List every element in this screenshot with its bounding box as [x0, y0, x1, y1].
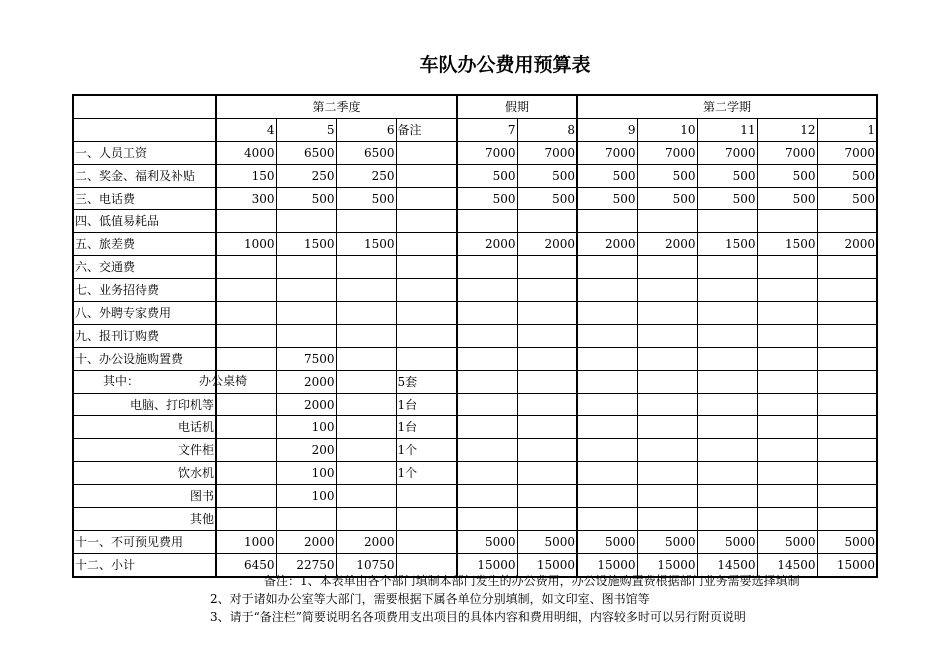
value-cell [637, 347, 697, 370]
row-label: 十、办公设施购置费 [73, 347, 216, 370]
value-cell: 5000 [517, 530, 577, 553]
value-cell [336, 393, 396, 416]
value-cell [457, 370, 517, 393]
row-label: 三、电话费 [73, 187, 216, 210]
row-label: 四、低值易耗品 [73, 210, 216, 233]
row-label: 图书 [73, 485, 216, 508]
row-label: 饮水机 [73, 462, 216, 485]
value-cell [517, 210, 577, 233]
value-cell [517, 508, 577, 531]
value-cell [457, 462, 517, 485]
value-cell [697, 416, 757, 439]
value-cell [637, 302, 697, 325]
value-cell [336, 256, 396, 279]
value-cell [336, 347, 396, 370]
value-cell: 7000 [817, 141, 877, 164]
row-label: 十一、不可预见费用 [73, 530, 216, 553]
table-row-sub [73, 462, 877, 485]
value-cell [697, 256, 757, 279]
value-cell [817, 210, 877, 233]
value-cell: 15000 [637, 553, 697, 576]
table-row [73, 347, 877, 370]
value-cell: 2000 [336, 530, 396, 553]
month-label-cell [73, 118, 216, 141]
value-cell: 500 [517, 187, 577, 210]
value-cell: 7000 [577, 141, 637, 164]
value-cell: 200 [276, 439, 336, 462]
value-cell: 500 [757, 164, 817, 187]
value-cell [637, 416, 697, 439]
value-cell: 500 [817, 164, 877, 187]
value-cell [757, 485, 817, 508]
value-cell [336, 210, 396, 233]
group-holiday: 假期 [457, 95, 577, 118]
value-cell [697, 485, 757, 508]
value-cell [817, 485, 877, 508]
value-cell [817, 256, 877, 279]
value-cell [336, 439, 396, 462]
value-cell [517, 462, 577, 485]
value-cell: 2000 [276, 370, 336, 393]
remark-cell [396, 302, 457, 325]
value-cell: 300 [216, 187, 276, 210]
value-cell: 100 [276, 485, 336, 508]
value-cell [216, 279, 276, 302]
value-cell: 5000 [457, 530, 517, 553]
value-cell: 6500 [276, 141, 336, 164]
value-cell: 1000 [216, 233, 276, 256]
value-cell: 15000 [517, 553, 577, 576]
remark-cell [396, 279, 457, 302]
value-cell [637, 439, 697, 462]
row-label: 九、报刊订购费 [73, 324, 216, 347]
value-cell [817, 347, 877, 370]
value-cell: 500 [276, 187, 336, 210]
value-cell [276, 210, 336, 233]
value-cell [276, 324, 336, 347]
remark-cell [396, 256, 457, 279]
value-cell [577, 210, 637, 233]
value-cell [457, 302, 517, 325]
table-row [73, 141, 877, 164]
value-cell [216, 439, 276, 462]
remark-cell: 1台 [396, 416, 457, 439]
sub-label: 办公桌椅 [199, 373, 248, 388]
table-row-sub [73, 393, 877, 416]
value-cell [577, 462, 637, 485]
month-8: 8 [517, 118, 577, 141]
table-row [73, 210, 877, 233]
value-cell [817, 416, 877, 439]
value-cell: 5000 [757, 530, 817, 553]
value-cell [637, 462, 697, 485]
remark-cell [396, 530, 457, 553]
value-cell [817, 508, 877, 531]
value-cell [757, 347, 817, 370]
table-row-sub [73, 485, 877, 508]
value-cell [637, 370, 697, 393]
table-row-sub [73, 370, 877, 393]
value-cell: 1500 [276, 233, 336, 256]
value-cell [517, 416, 577, 439]
value-cell [517, 302, 577, 325]
footnote-2: 2、对于诸如办公室等大部门，需要根据下属各单位分别填制，如文印室、图书馆等 [210, 592, 650, 606]
value-cell: 7000 [637, 141, 697, 164]
value-cell: 500 [637, 164, 697, 187]
row-label: 八、外聘专家费用 [73, 302, 216, 325]
value-cell [817, 370, 877, 393]
remark-cell: 1个 [396, 462, 457, 485]
budget-table [72, 94, 878, 578]
header-group-row [73, 95, 877, 118]
value-cell: 7000 [517, 141, 577, 164]
value-cell: 15000 [817, 553, 877, 576]
table-row [73, 187, 877, 210]
value-cell [757, 256, 817, 279]
value-cell [216, 324, 276, 347]
table-row [73, 324, 877, 347]
value-cell [637, 485, 697, 508]
value-cell [457, 279, 517, 302]
remark-cell: 1台 [396, 393, 457, 416]
value-cell [757, 279, 817, 302]
value-cell [336, 462, 396, 485]
value-cell: 150 [216, 164, 276, 187]
value-cell [276, 302, 336, 325]
value-cell [697, 508, 757, 531]
sub-prefix: 其中： [103, 373, 140, 388]
value-cell [817, 279, 877, 302]
value-cell [757, 462, 817, 485]
row-label: 文件柜 [73, 439, 216, 462]
remark-cell [396, 164, 457, 187]
month-6: 6 [336, 118, 396, 141]
value-cell [637, 508, 697, 531]
month-11: 11 [697, 118, 757, 141]
value-cell [817, 393, 877, 416]
value-cell [637, 393, 697, 416]
row-label: 其他 [73, 508, 216, 531]
table-row [73, 279, 877, 302]
value-cell [757, 210, 817, 233]
row-label: 一、人员工资 [73, 141, 216, 164]
value-cell: 1500 [697, 233, 757, 256]
remark-cell [396, 187, 457, 210]
value-cell: 22750 [276, 553, 336, 576]
table-row-sub [73, 416, 877, 439]
row-label: 五、旅差费 [73, 233, 216, 256]
value-cell [517, 370, 577, 393]
value-cell: 15000 [457, 553, 517, 576]
remark-cell [396, 210, 457, 233]
value-cell: 500 [457, 187, 517, 210]
header-month-row [73, 118, 877, 141]
value-cell: 6450 [216, 553, 276, 576]
value-cell: 7000 [697, 141, 757, 164]
value-cell: 100 [276, 462, 336, 485]
table-row [73, 530, 877, 553]
value-cell [757, 302, 817, 325]
value-cell: 6500 [336, 141, 396, 164]
value-cell [517, 256, 577, 279]
corner-cell [73, 95, 216, 118]
value-cell [517, 393, 577, 416]
value-cell: 2000 [637, 233, 697, 256]
month-9: 9 [577, 118, 637, 141]
value-cell: 500 [336, 187, 396, 210]
value-cell [336, 302, 396, 325]
value-cell [577, 416, 637, 439]
value-cell [517, 485, 577, 508]
value-cell [216, 256, 276, 279]
value-cell: 500 [457, 164, 517, 187]
row-label: 电话机 [73, 416, 216, 439]
month-1: 1 [817, 118, 877, 141]
value-cell [457, 416, 517, 439]
value-cell: 4000 [216, 141, 276, 164]
value-cell [216, 416, 276, 439]
value-cell: 500 [637, 187, 697, 210]
value-cell [637, 210, 697, 233]
value-cell [757, 393, 817, 416]
table-row [73, 164, 877, 187]
value-cell [517, 439, 577, 462]
value-cell [697, 439, 757, 462]
row-label: 六、交通费 [73, 256, 216, 279]
month-12: 12 [757, 118, 817, 141]
value-cell: 5000 [577, 530, 637, 553]
value-cell [276, 279, 336, 302]
table-row [73, 233, 877, 256]
value-cell [216, 393, 276, 416]
value-cell [577, 508, 637, 531]
value-cell: 500 [577, 187, 637, 210]
remark-cell [396, 324, 457, 347]
value-cell: 5000 [817, 530, 877, 553]
value-cell [336, 508, 396, 531]
value-cell: 1000 [216, 530, 276, 553]
month-5: 5 [276, 118, 336, 141]
value-cell [517, 347, 577, 370]
value-cell [457, 393, 517, 416]
value-cell [216, 485, 276, 508]
value-cell: 500 [697, 164, 757, 187]
remark-cell: 1个 [396, 439, 457, 462]
value-cell [517, 279, 577, 302]
value-cell: 15000 [577, 553, 637, 576]
row-label [73, 370, 248, 393]
value-cell [216, 302, 276, 325]
value-cell: 100 [276, 416, 336, 439]
value-cell [817, 302, 877, 325]
value-cell [697, 462, 757, 485]
remark-cell [396, 141, 457, 164]
value-cell [577, 256, 637, 279]
value-cell [637, 256, 697, 279]
footnote-3: 3、请于“备注栏”简要说明名各项费用支出项目的具体内容和费用明细，内容较多时可以另行附页说明 [210, 610, 746, 624]
value-cell: 2000 [457, 233, 517, 256]
value-cell: 500 [817, 187, 877, 210]
value-cell [577, 279, 637, 302]
remark-cell [396, 233, 457, 256]
value-cell: 7500 [276, 347, 336, 370]
value-cell [577, 485, 637, 508]
remark-cell: 5套 [396, 370, 457, 393]
value-cell: 5000 [637, 530, 697, 553]
value-cell [216, 508, 276, 531]
value-cell [457, 324, 517, 347]
value-cell: 250 [276, 164, 336, 187]
value-cell [336, 416, 396, 439]
table-row [73, 256, 877, 279]
value-cell [757, 416, 817, 439]
value-cell [457, 210, 517, 233]
value-cell [637, 324, 697, 347]
value-cell [697, 324, 757, 347]
value-cell [697, 370, 757, 393]
value-cell [697, 210, 757, 233]
row-label: 电脑、打印机等 [73, 393, 216, 416]
value-cell [276, 256, 336, 279]
value-cell: 14500 [757, 553, 817, 576]
value-cell: 2000 [517, 233, 577, 256]
remark-cell [396, 508, 457, 531]
value-cell [336, 279, 396, 302]
value-cell [216, 210, 276, 233]
value-cell [757, 370, 817, 393]
value-cell: 14500 [697, 553, 757, 576]
value-cell [817, 324, 877, 347]
value-cell: 2000 [276, 530, 336, 553]
value-cell: 10750 [336, 553, 396, 576]
value-cell [216, 462, 276, 485]
value-cell [577, 393, 637, 416]
value-cell [457, 485, 517, 508]
value-cell [457, 347, 517, 370]
value-cell: 2000 [817, 233, 877, 256]
value-cell [697, 279, 757, 302]
value-cell [637, 279, 697, 302]
value-cell [817, 462, 877, 485]
value-cell: 500 [697, 187, 757, 210]
value-cell: 500 [517, 164, 577, 187]
table-row [73, 302, 877, 325]
value-cell: 5000 [697, 530, 757, 553]
value-cell: 7000 [757, 141, 817, 164]
value-cell: 500 [757, 187, 817, 210]
month-10: 10 [637, 118, 697, 141]
value-cell [577, 439, 637, 462]
value-cell: 1500 [757, 233, 817, 256]
table-row-sub [73, 508, 877, 531]
remark-cell [396, 485, 457, 508]
value-cell [577, 347, 637, 370]
value-cell [757, 439, 817, 462]
value-cell: 1500 [336, 233, 396, 256]
value-cell [336, 370, 396, 393]
value-cell [517, 324, 577, 347]
row-label: 十二、小计 [73, 553, 216, 576]
value-cell [697, 393, 757, 416]
value-cell [817, 439, 877, 462]
value-cell [336, 485, 396, 508]
remark-cell [396, 347, 457, 370]
group-q2: 第二季度 [216, 95, 457, 118]
page-title: 车队办公费用预算表 [419, 54, 591, 76]
table-row-sub [73, 439, 877, 462]
value-cell [697, 302, 757, 325]
value-cell [457, 256, 517, 279]
footnote-1: 备注：1、本表单由各个部门填制本部门发生的办公费用，办公设施购置费根据部门业务需要选择填制 [264, 574, 800, 588]
value-cell [276, 508, 336, 531]
value-cell [457, 508, 517, 531]
month-4: 4 [216, 118, 276, 141]
value-cell: 7000 [457, 141, 517, 164]
value-cell [336, 324, 396, 347]
value-cell: 2000 [577, 233, 637, 256]
value-cell [216, 347, 276, 370]
value-cell: 500 [577, 164, 637, 187]
value-cell [457, 439, 517, 462]
group-semester: 第二学期 [577, 95, 877, 118]
value-cell: 250 [336, 164, 396, 187]
row-label: 七、业务招待费 [73, 279, 216, 302]
value-cell [697, 347, 757, 370]
value-cell [577, 324, 637, 347]
value-cell [757, 324, 817, 347]
month-7: 7 [457, 118, 517, 141]
remark-header: 备注 [396, 118, 457, 141]
value-cell [577, 302, 637, 325]
value-cell [757, 508, 817, 531]
value-cell [577, 370, 637, 393]
value-cell: 2000 [276, 393, 336, 416]
row-label: 二、奖金、福利及补贴 [73, 164, 216, 187]
